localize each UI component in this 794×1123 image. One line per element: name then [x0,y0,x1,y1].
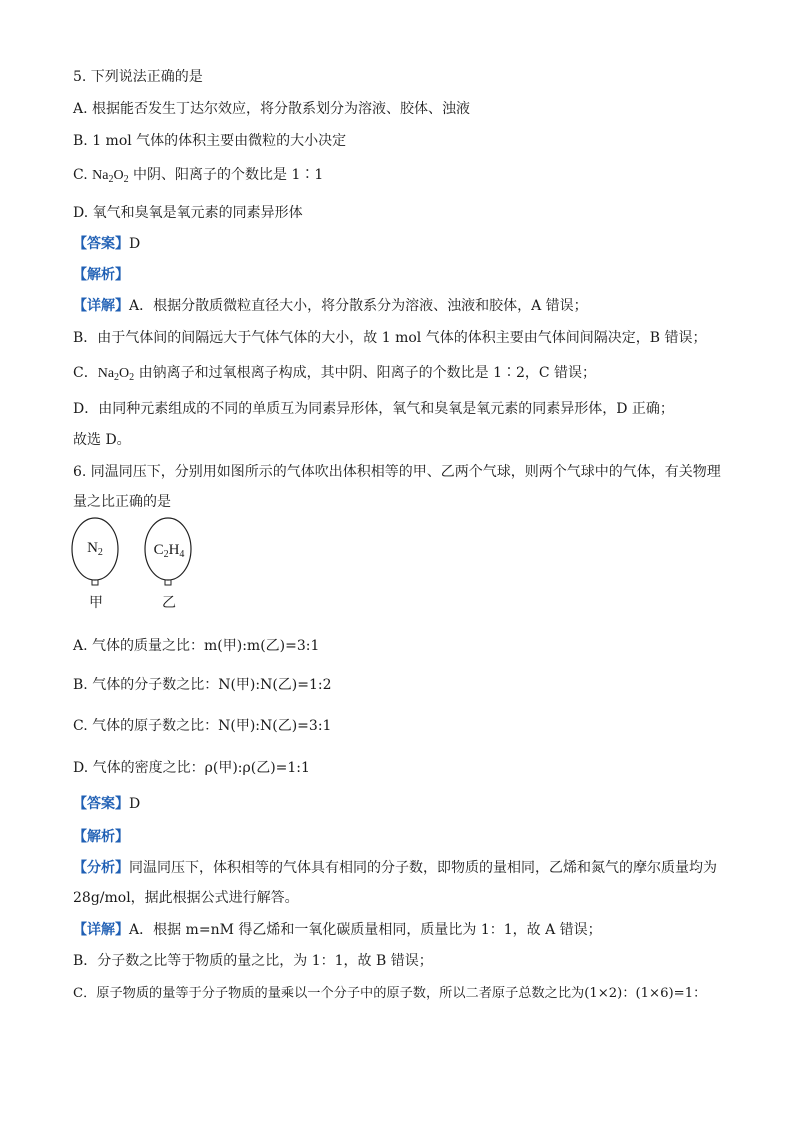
balloon-jia-caption: 甲 [89,595,103,611]
balloon-yi-caption: 乙 [162,595,176,611]
q6-detail-c: C．原子物质的量等于分子物质的量乘以一个分子中的原子数，所以二者原子总数之比为(1×2)：(1×6)=1： [73,986,707,1001]
answer-value: D [129,236,141,252]
detail-tag: 【详解】 [73,298,129,314]
q5-option-b: B. 1 mol 气体的体积主要由微粒的大小决定 [73,133,347,149]
q6-option-d: D. 气体的密度之比：ρ(甲):ρ(乙)=1:1 [73,760,310,776]
q5-conclusion: 故选 D。 [73,432,131,448]
detail-tag: 【详解】 [73,922,129,938]
balloon-yi-label: $C_2H_4$ [153,542,185,560]
q5-option-a: A. 根据能否发生丁达尔效应，将分散系划分为溶液、胶体、浊液 [73,101,471,117]
q5-detail-a: 【详解】A．根据分散质微粒直径大小，将分散系分为溶液、浊液和胶体，A 错误； [73,298,588,314]
answer-value: D [129,796,141,812]
q5-option-d: D. 氧气和臭氧是氧元素的同素异形体 [73,205,303,221]
q6-option-c: C. 气体的原子数之比：N(甲):N(乙)=3:1 [73,718,332,734]
q6-option-a: A. 气体的质量之比：m(甲):m(乙)=3:1 [73,638,320,654]
q5-option-c-text: 中阴、阳离子的个数比是 1∶1 [128,167,324,183]
q6-stem-line2: 量之比正确的是 [73,494,171,510]
q5-detail-c-formula: $Na_2O_2$ [97,366,135,383]
q5-option-c [73,166,323,185]
q5-option-c-label: C. [73,167,93,183]
balloon-jia-label: $N_2$ [87,540,103,558]
fenxi-tag: 【分析】 [73,860,129,876]
q6-detail-a: 【详解】A．根据 m=nM 得乙烯和一氧化碳质量相同，质量比为 1：1，故 A 错误； [73,922,602,938]
q5-option-c-formula: $Na_2O_2$ [92,168,129,185]
q5-detail-b: B．由于气体间的间隔远大于气体气体的大小，故 1 mol 气体的体积主要由气体间间隔决定，B 错误； [73,330,707,346]
q6-fenxi-line2: 28g/mol，据此根据公式进行解答。 [73,890,299,906]
q6-option-b: B. 气体的分子数之比：N(甲):N(乙)=1:2 [73,677,332,693]
q6-fenxi-line1: 【分析】同温同压下，体积相等的气体具有相同的分子数，即物质的量相同，乙烯和氮气的摩尔质量均为 [73,860,717,876]
q6-stem-line1: 6. 同温同压下，分别用如图所示的气体吹出体积相等的甲、乙两个气球，则两个气球中的气体，有关物理 [73,464,721,480]
answer-tag: 【答案】 [73,796,129,812]
q6-detail-b: B．分子数之比等于物质的量之比，为 1：1，故 B 错误； [73,953,433,969]
q5-detail-c: C．$Na_2O_2$ 由钠离子和过氧根离子构成，其中阴、阳离子的个数比是 1∶2，C 错误； [73,365,597,383]
q5-stem: 5. 下列说法正确的是 [73,69,203,85]
answer-tag: 【答案】 [73,236,129,252]
q5-analysis-tag: 【解析】 [73,267,129,283]
q5-detail-d: D．由同种元素组成的不同的单质互为同素异形体，氧气和臭氧是氧元素的同素异形体，D 正确； [73,401,674,417]
q6-analysis-tag: 【解析】 [73,829,129,845]
q5-answer [73,235,140,253]
q6-answer [73,795,140,813]
